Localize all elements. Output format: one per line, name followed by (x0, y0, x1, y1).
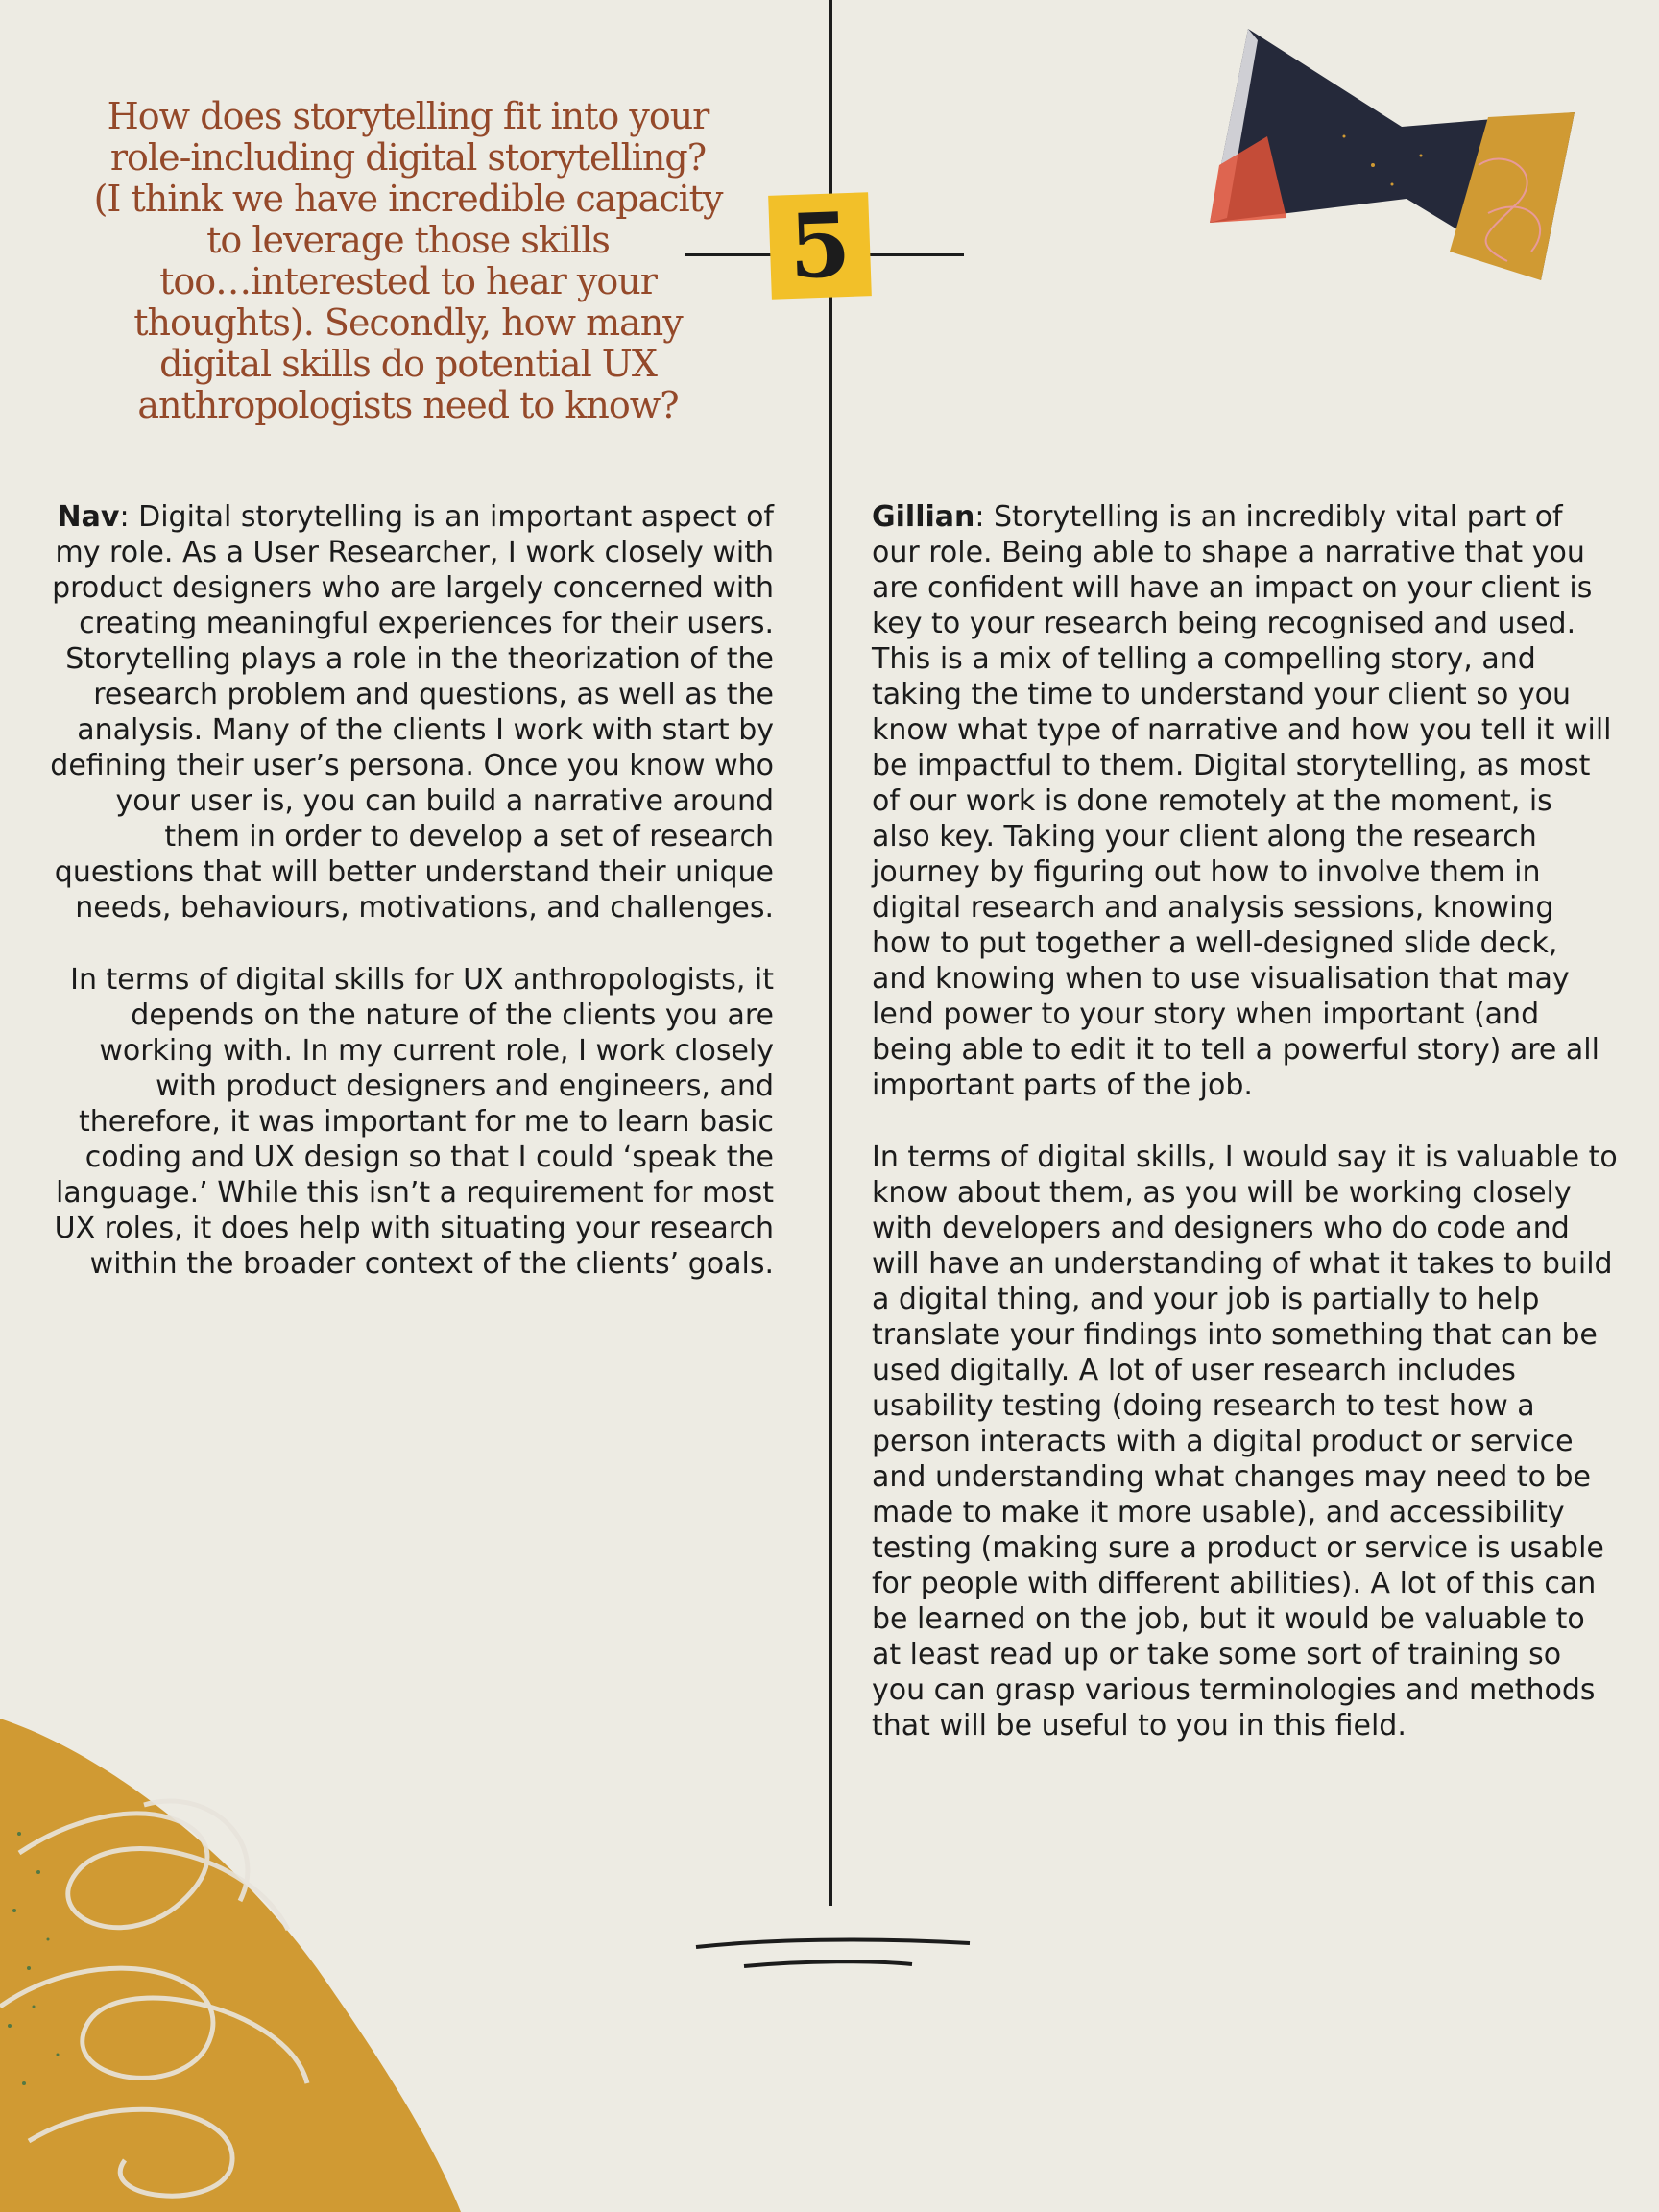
question-line: anthropologists need to know? (137, 384, 679, 426)
gillian-answer-column (872, 499, 1619, 1780)
brush-strokes-decoration (691, 1930, 979, 1978)
nav-paragraph-1-text: : Digital storytelling is an important aspect of my role. As a User Researcher, I work closely with product designers who are largely concerned with creating meaningful experiences for their users. Storytelling plays a role in the theorization of the research problem and questions, as well as the analysis. Many of the clients I work with start by defining their user’s persona. Once you know who your user is, you can build a narrative around them in order to develop a set of research questions that will better understand their unique needs, behaviours, motivations, and challenges. (50, 500, 774, 925)
gillian-paragraph-2: In terms of digital skills, I would say it is valuable to know about them, as you will be working closely with developers and designers who do code and will have an understanding of what it takes to build a digital thing, and your job is partially to help translate your findings into something that can be used digitally. A lot of user research includes usability testing (doing research to test how a person interacts with a digital product or service and understanding what changes may need to be made to make it more usable), and accessibility testing (making sure a product or service is usable for people with different abilities). A lot of this can be learned on the job, but it would be valuable to at least read up or take some sort of training so you can grasp various terminologies and methods that will be useful to you in this field. (872, 1141, 1618, 1743)
question-heading (58, 96, 758, 426)
question-line: too…interested to hear your (159, 260, 657, 302)
bowtie-decoration (1200, 21, 1575, 319)
question-line: to leverage those skills (206, 219, 610, 261)
gillian-paragraph-1-text: : Storytelling is an incredibly vital part of our role. Being able to shape a narrative that you are confident will have an impact on your client is key to your research being recognised and used. This is a mix of telling a compelling story, and taking the time to understand your client so you know what type of narrative and how you tell it will be impactful to them. Digital storytelling, as most of our work is done remotely at the moment, is also key. Taking your client along the research journey by figuring out how to involve them in digital research and analysis sessions, knowing how to put together a well-designed slide deck, and knowing when to use visualisation that may lend power to your story when important (and being able to edit it to tell a powerful story) are all important parts of the job. (872, 500, 1612, 1102)
gillian-paragraph-1 (872, 499, 1619, 1103)
blob-decoration (0, 1719, 480, 2212)
question-line: How does storytelling fit into your (107, 95, 709, 137)
nav-speaker-name: Nav (57, 500, 120, 534)
question-line: role-including digital storytelling? (109, 136, 707, 179)
gillian-speaker-name: Gillian (872, 500, 975, 534)
nav-answer-column (48, 499, 774, 1318)
question-line: digital skills do potential UX (159, 343, 657, 385)
badge-line-right (868, 253, 964, 256)
nav-paragraph-2: In terms of digital skills for UX anthropologists, it depends on the nature of the clients you are working with. In my current role, I work closely with product designers and engineers, and therefore, it was important for me to learn basic coding and UX design so that I could ‘speak the language.’ While this isn’t a requirement for most UX roles, it does help with situating your research within the broader context of the clients’ goals. (54, 963, 774, 1281)
question-line: (I think we have incredible capacity (93, 178, 723, 220)
page-number-badge: 5 (768, 192, 872, 300)
nav-paragraph-1 (48, 499, 774, 926)
question-line: thoughts). Secondly, how many (133, 301, 683, 344)
